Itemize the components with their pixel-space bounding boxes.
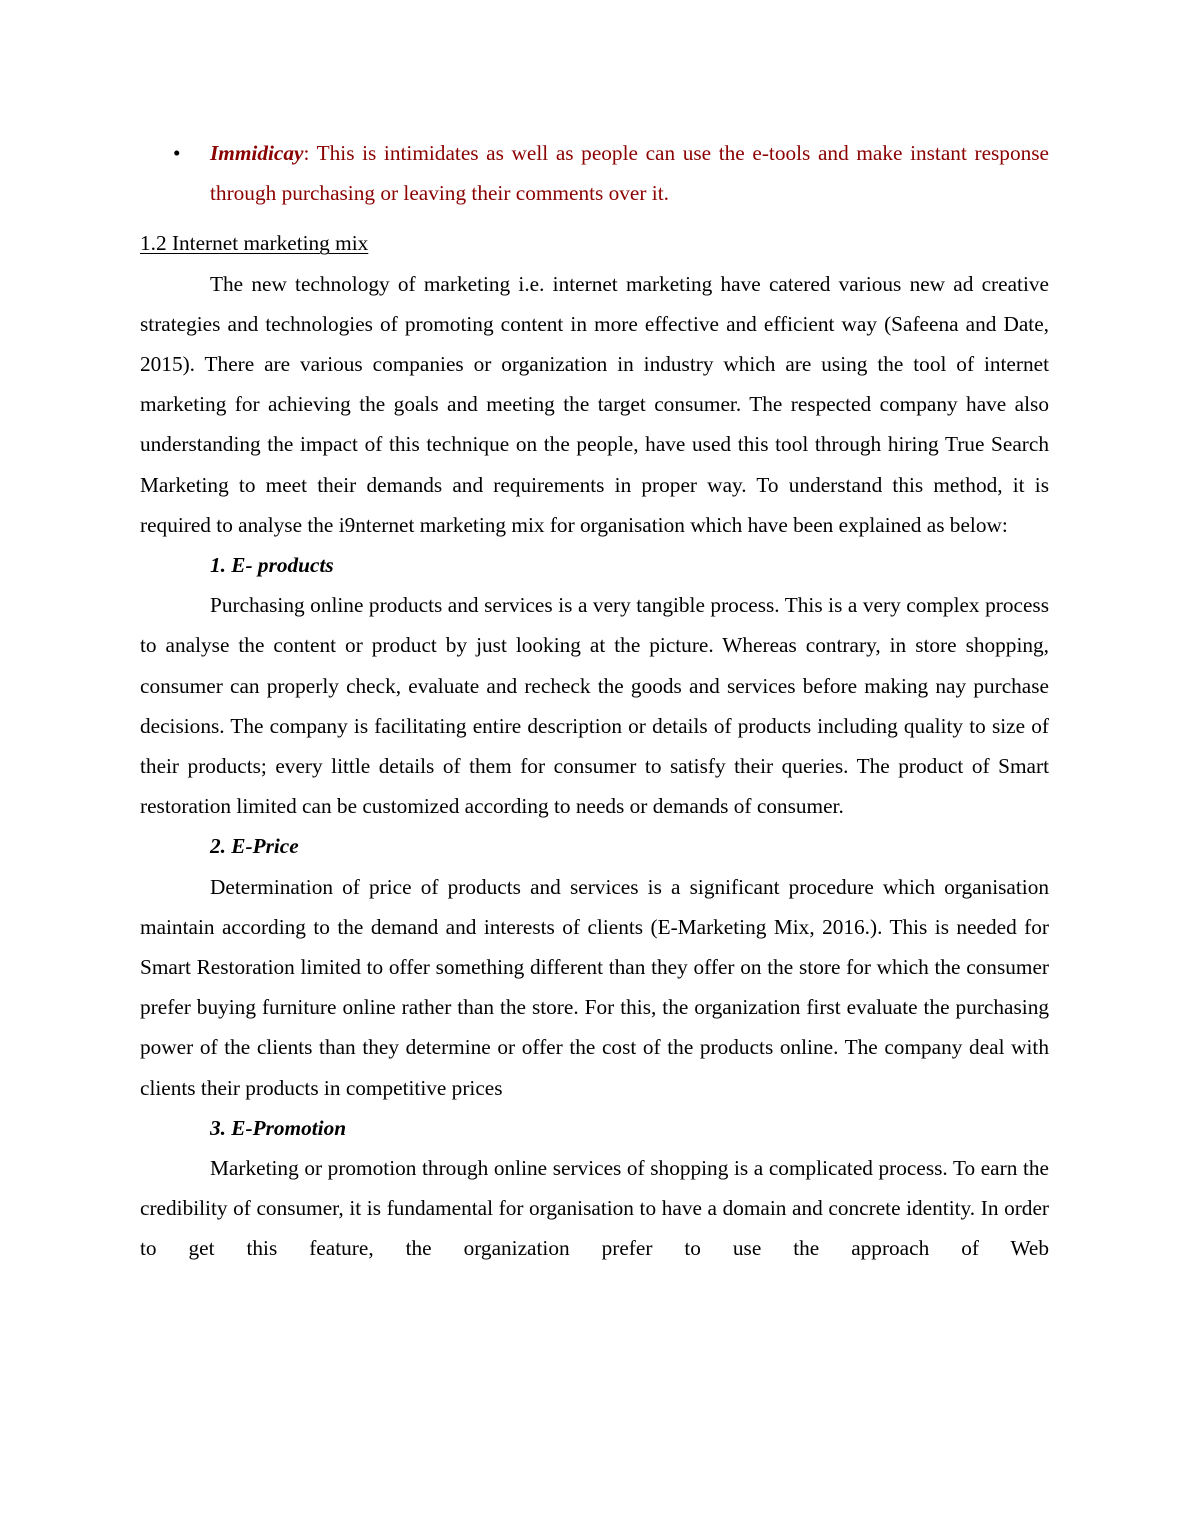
bullet-text: : This is intimidates as well as people can use the e-tools and make instant response through purchasing or leaving their comments over it.	[210, 141, 1049, 206]
subsection-body-e-price: Determination of price of products and services is a significant procedure which organisation maintain according to the demand and interests of clients (E-Marketing Mix, 2016.). This is needed for Smart Restoration limited to offer something different than they offer on the store for which the consumer prefer buying furniture online rather than the store. For this, the organization first evaluate the purchasing power of the clients than they determine or offer the cost of the products online. The company deal with clients their products in competitive prices	[140, 874, 1049, 1100]
section-intro-paragraph: The new technology of marketing i.e. internet marketing have catered various new ad creative strategies and technologies of promoting content in more effective and efficient way (Safeena and Date, 2015). There are various companies or organization in industry which are using the tool of internet marketing for achieving the goals and meeting the target consumer. The respected company have also understanding the impact of this technique on the people, have used this tool through hiring True Search Marketing to meet their demands and requirements in proper way. To understand this method, it is required to analyse the i9nternet marketing mix for organisation which have been explained as below:	[140, 271, 1049, 537]
document-page	[140, 133, 1049, 1269]
bullet-list-item	[140, 133, 1049, 213]
bullet-term: Immidicay	[210, 141, 304, 165]
subsection-body-e-products: Purchasing online products and services is a very tangible process. This is a very complex process to analyse the content or product by just looking at the picture. Whereas contrary, in store shopping, consumer can properly check, evaluate and recheck the goods and services before making nay purchase decisions. The company is facilitating entire description or details of products including quality to size of their products; every little details of them for consumer to satisfy their queries. The product of Smart restoration limited can be customized according to needs or demands of consumer.	[140, 593, 1049, 819]
subsection-title-e-products: 1. E- products	[210, 553, 334, 578]
subsection-title-e-promotion: 3. E-Promotion	[210, 1115, 347, 1140]
bullet-dot-icon: •	[173, 141, 181, 165]
subsection-title-e-price: 2. E-Price	[210, 834, 299, 859]
subsection-body-e-promotion: Marketing or promotion through online services of shopping is a complicated process. To earn the credibility of consumer, it is fundamental for organisation to have a domain and concrete identity. In order to get this feature, the organization prefer to use the approach of Web	[140, 1156, 1049, 1261]
section-heading: 1.2 Internet marketing mix	[140, 231, 369, 256]
